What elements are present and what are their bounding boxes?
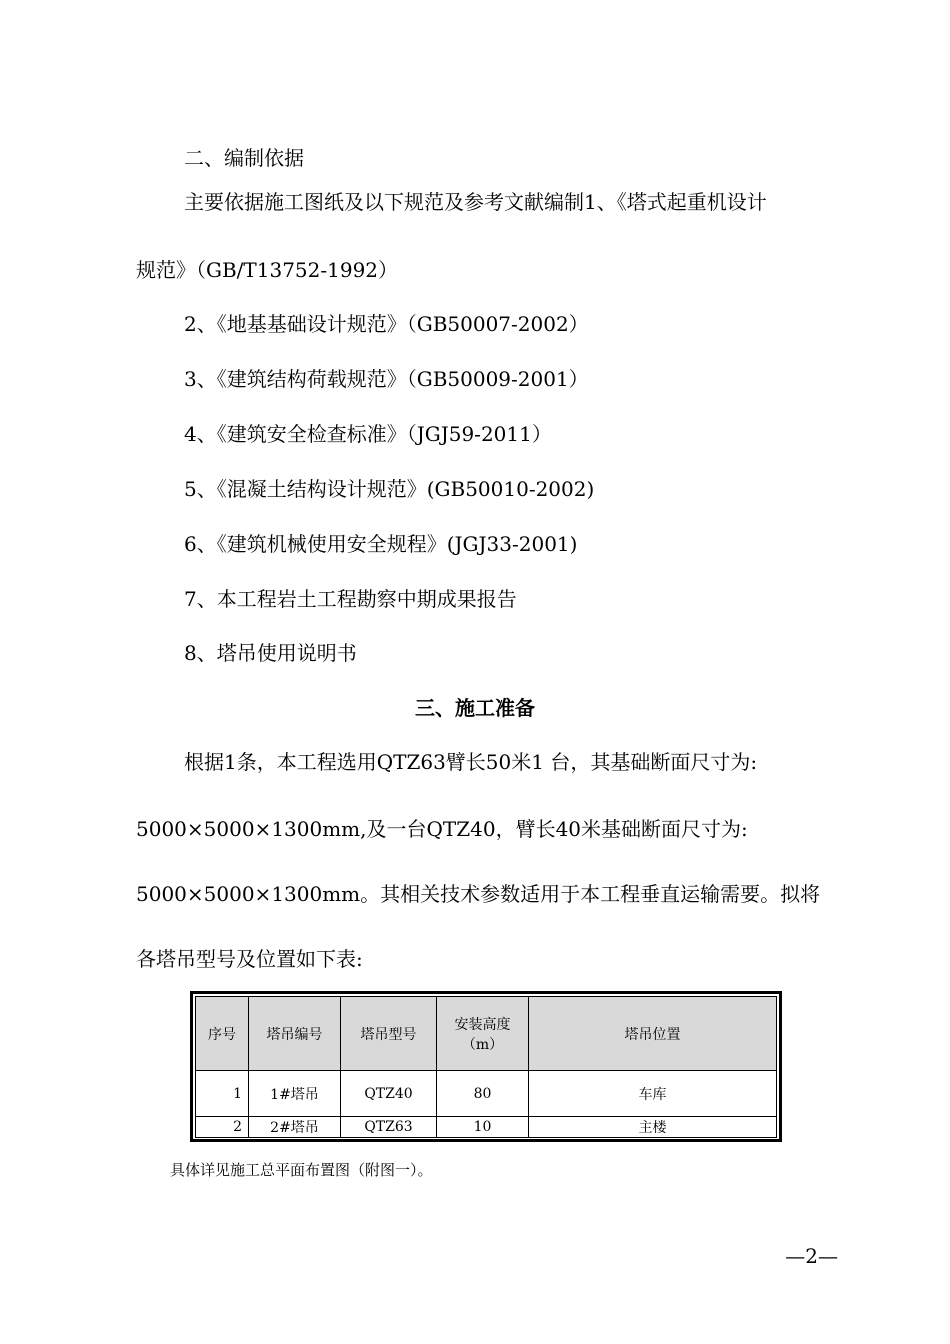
section-2-heading: 二、编制依据 [184, 146, 304, 170]
cell-install-height: 80 [437, 1071, 529, 1117]
cell-crane-location: 车库 [529, 1071, 777, 1117]
section-3-para-line-3: 5000×5000×1300mm。其相关技术参数适用于本工程垂直运输需要。拟将 [136, 882, 821, 906]
table-row [196, 1071, 777, 1117]
cell-index: 1 [196, 1071, 249, 1117]
cell-crane-location: 主楼 [529, 1117, 777, 1138]
cell-crane-number: 1#塔吊 [249, 1071, 341, 1117]
cell-index: 2 [196, 1117, 249, 1138]
header-crane-location: 塔吊位置 [529, 997, 777, 1071]
reference-item-8: 8、塔吊使用说明书 [184, 641, 357, 665]
header-install-height-unit: （m） [461, 1036, 504, 1053]
header-crane-number: 塔吊编号 [249, 997, 341, 1071]
cell-crane-model: QTZ40 [341, 1071, 437, 1117]
reference-item-6: 6、《建筑机械使用安全规程》(JGJ33-2001) [184, 532, 578, 556]
reference-item-3: 3、《建筑结构荷载规范》（GB50009-2001） [184, 367, 589, 391]
page-number: —2— [785, 1244, 838, 1268]
section-2-intro-line-2: 规范》（GB/T13752-1992） [136, 258, 399, 282]
section-3-para-line-2: 5000×5000×1300mm,及一台QTZ40，臂长40米基础断面尺寸为: [136, 817, 748, 841]
cell-install-height: 10 [437, 1117, 529, 1138]
reference-item-2: 2、《地基基础设计规范》（GB50007-2002） [184, 312, 589, 336]
table-row [196, 1117, 777, 1138]
header-crane-model: 塔吊型号 [341, 997, 437, 1071]
header-index: 序号 [196, 997, 249, 1071]
header-install-height-label: 安装高度 [454, 1016, 511, 1033]
section-3-para-line-4: 各塔吊型号及位置如下表: [136, 947, 363, 971]
reference-item-7: 7、本工程岩土工程勘察中期成果报告 [184, 587, 517, 611]
section-3-heading: 三、施工准备 [415, 696, 535, 720]
section-2-intro-line-1: 主要依据施工图纸及以下规范及参考文献编制1、《塔式起重机设计 [184, 190, 767, 214]
tower-crane-table [190, 991, 782, 1142]
layout-note: 具体详见施工总平面布置图（附图一）。 [170, 1161, 433, 1179]
reference-item-4: 4、《建筑安全检查标准》（JGJ59-2011） [184, 422, 552, 446]
cell-crane-model: QTZ63 [341, 1117, 437, 1138]
header-install-height [437, 997, 529, 1071]
reference-item-5: 5、《混凝土结构设计规范》(GB50010-2002) [184, 477, 595, 501]
cell-crane-number: 2#塔吊 [249, 1117, 341, 1138]
section-3-para-line-1: 根据1条，本工程选用QTZ63臂长50米1 台，其基础断面尺寸为: [184, 750, 758, 774]
